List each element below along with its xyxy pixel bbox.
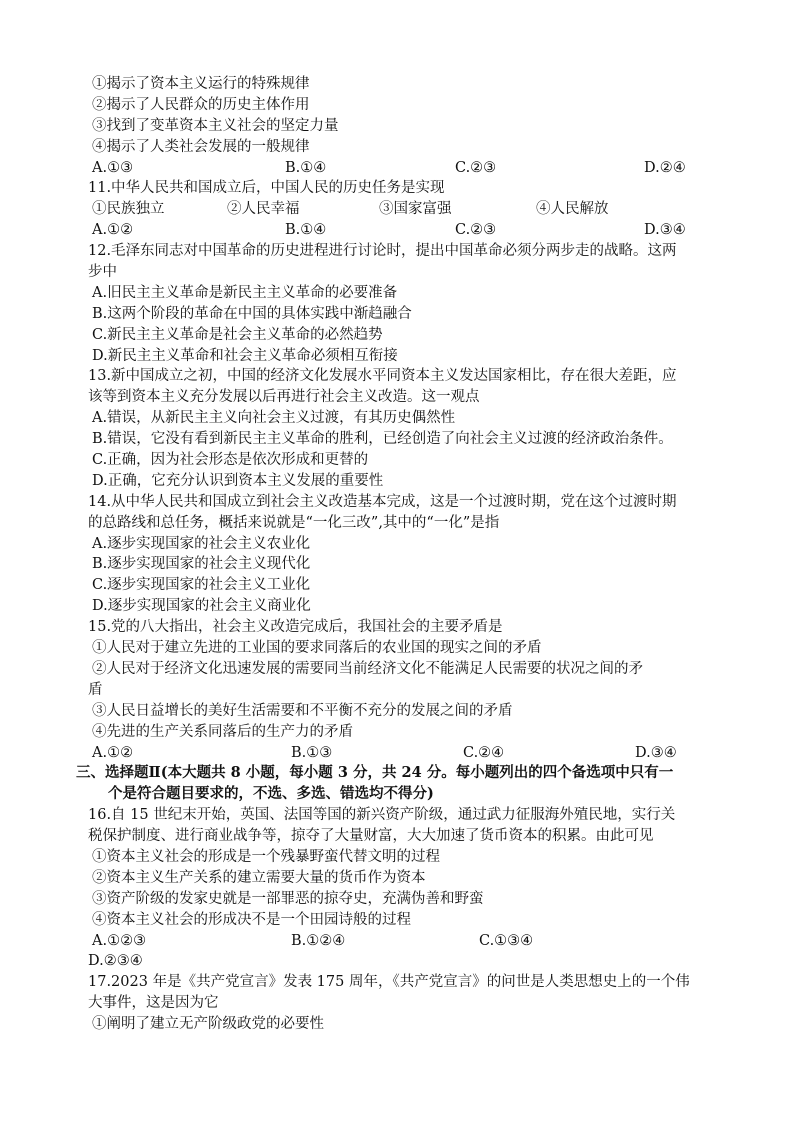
q11-item-1: ①民族独立 (92, 201, 165, 218)
section-3-title-line-2: 个是符合题目要求的，不选、多选、错选均不得分) (108, 785, 434, 803)
q12-stem-line-2: 步中 (88, 264, 117, 281)
q13-stem-line-2: 该等到资本主义充分发展以后再进行社会主义改造。这一观点 (88, 389, 480, 406)
q13-option-b: B.错误，它没有看到新民主主义革命的胜利，已经创造了向社会主义过渡的经济政治条件。 (92, 431, 673, 448)
question-16 (88, 805, 728, 972)
q17-stem-line-1: 17.2023 年是《共产党宣言》发表 175 周年，《共产党宣言》的问世是人类思想史上的一个伟 (88, 974, 690, 991)
q12-option-c: C.新民主主义革命是社会主义革命的必然趋势 (92, 326, 383, 343)
q13-stem-line-1: 13.新中国成立之初，中国的经济文化发展水平同资本主义发达国家相比，存在很大差距，应 (88, 368, 677, 385)
q15-options (88, 743, 728, 764)
q15-item-2-line-1: ②人民对于经济文化迅速发展的需要同当前经济文化不能满足人民需要的状况之间的矛 (92, 660, 643, 677)
q16-stem-line-2: 税保护制度、进行商业战争等，掠夺了大量财富，大大加速了货币资本的积累。由此可见 (88, 828, 654, 845)
q14-option-b: B.逐步实现国家的社会主义现代化 (92, 556, 311, 573)
q10-option-c: C.②③ (455, 159, 497, 176)
q15-option-c: C.②④ (463, 744, 505, 761)
q10-item-4: ④揭示了人类社会发展的一般规律 (92, 138, 310, 155)
q17-item-1: ①阐明了建立无产阶级政党的必要性 (92, 1016, 324, 1033)
q11-option-a: A.①② (92, 222, 134, 239)
q15-option-a: A.①② (92, 744, 134, 761)
q11-item-3: ③国家富强 (379, 201, 452, 218)
q10-item-3: ③找到了变革资本主义社会的坚定力量 (92, 117, 339, 134)
q15-option-d: D.③④ (635, 744, 677, 761)
q10-option-d: D.②④ (644, 159, 686, 176)
question-17 (88, 972, 728, 1035)
q14-option-d: D.逐步实现国家的社会主义商业化 (92, 598, 311, 615)
q10-option-b: B.①④ (285, 159, 327, 176)
q16-option-a: A.①②③ (92, 932, 147, 949)
question-11 (88, 178, 728, 241)
q15-option-b: B.①③ (291, 744, 333, 761)
q13-option-c: C.正确，因为社会形态是依次形成和更替的 (92, 452, 369, 469)
question-14 (88, 492, 728, 617)
q16-item-4: ④资本主义社会的形成决不是一个田园诗般的过程 (92, 911, 411, 928)
q16-option-c: C.①③④ (479, 932, 534, 949)
q11-option-d: D.③④ (644, 222, 686, 239)
q10-item-2: ②揭示了人民群众的历史主体作用 (92, 96, 310, 113)
q12-option-a: A.旧民主主义革命是新民主主义革命的必要准备 (92, 284, 398, 301)
q11-item-4: ④人民解放 (536, 201, 609, 218)
q15-item-2-line-2: 盾 (88, 681, 103, 698)
q16-stem-line-1: 16.自 15 世纪末开始，英国、法国等国的新兴资产阶级，通过武力征服海外殖民地，实行关 (88, 807, 676, 824)
q11-option-c: C.②③ (455, 222, 497, 239)
q11-options (88, 220, 728, 241)
q14-stem-line-1: 14.从中华人民共和国成立到社会主义改造基本完成，这是一个过渡时期，党在这个过渡时期 (88, 493, 677, 510)
q16-option-d: D.②③④ (88, 953, 143, 970)
q11-item-2: ②人民幸福 (227, 201, 300, 218)
q14-option-c: C.逐步实现国家的社会主义工业化 (92, 577, 311, 594)
q17-stem-line-2: 大事件，这是因为它 (88, 995, 219, 1012)
question-13 (88, 366, 728, 491)
q12-option-d: D.新民主主义革命和社会主义革命必须相互衔接 (92, 347, 398, 364)
exam-page (76, 74, 728, 1035)
question-12 (88, 241, 728, 366)
q15-stem: 15.党的八大指出，社会主义改造完成后，我国社会的主要矛盾是 (88, 619, 503, 636)
q16-item-1: ①资本主义社会的形成是一个残暴野蛮代替文明的过程 (92, 848, 440, 865)
section-3-title-line-1: 三、选择题Ⅱ(本大题共 8 小题，每小题 3 分，共 24 分。每小题列出的四个备选项中只有一 (76, 764, 674, 782)
q11-stem: 11.中华人民共和国成立后，中国人民的历史任务是实现 (88, 180, 445, 197)
q15-item-1: ①人民对于建立先进的工业国的要求同落后的农业国的现实之间的矛盾 (92, 640, 542, 657)
section-3-header (76, 763, 728, 805)
q15-item-3: ③人民日益增长的美好生活需要和不平衡不充分的发展之间的矛盾 (92, 702, 513, 719)
q10-item-1: ①揭示了资本主义运行的特殊规律 (92, 76, 310, 92)
q13-option-a: A.错误，从新民主主义向社会主义过渡，有其历史偶然性 (92, 410, 456, 427)
q12-option-b: B.这两个阶段的革命在中国的具体实践中渐趋融合 (92, 305, 412, 322)
q16-item-2: ②资本主义生产关系的建立需要大量的货币作为资本 (92, 869, 426, 886)
q10-option-a: A.①③ (92, 159, 134, 176)
question-10 (88, 74, 728, 178)
q11-items (88, 199, 728, 220)
q12-stem-line-1: 12.毛泽东同志对中国革命的历史进程进行讨论时，提出中国革命必须分两步走的战略。这两 (88, 243, 677, 260)
q16-option-b: B.①②④ (291, 932, 346, 949)
q16-item-3: ③资产阶级的发家史就是一部罪恶的掠夺史，充满伪善和野蛮 (92, 890, 484, 907)
q15-item-4: ④先进的生产关系同落后的生产力的矛盾 (92, 723, 353, 740)
q11-option-b: B.①④ (285, 222, 327, 239)
q13-option-d: D.正确，它充分认识到资本主义发展的重要性 (92, 472, 384, 489)
q16-options (88, 931, 728, 952)
q14-stem-line-2: 的总路线和总任务，概括来说就是“一化三改”,其中的“一化”是指 (88, 514, 500, 531)
q14-option-a: A.逐步实现国家的社会主义农业化 (92, 535, 311, 552)
q10-options (88, 158, 728, 179)
question-15 (88, 617, 728, 763)
